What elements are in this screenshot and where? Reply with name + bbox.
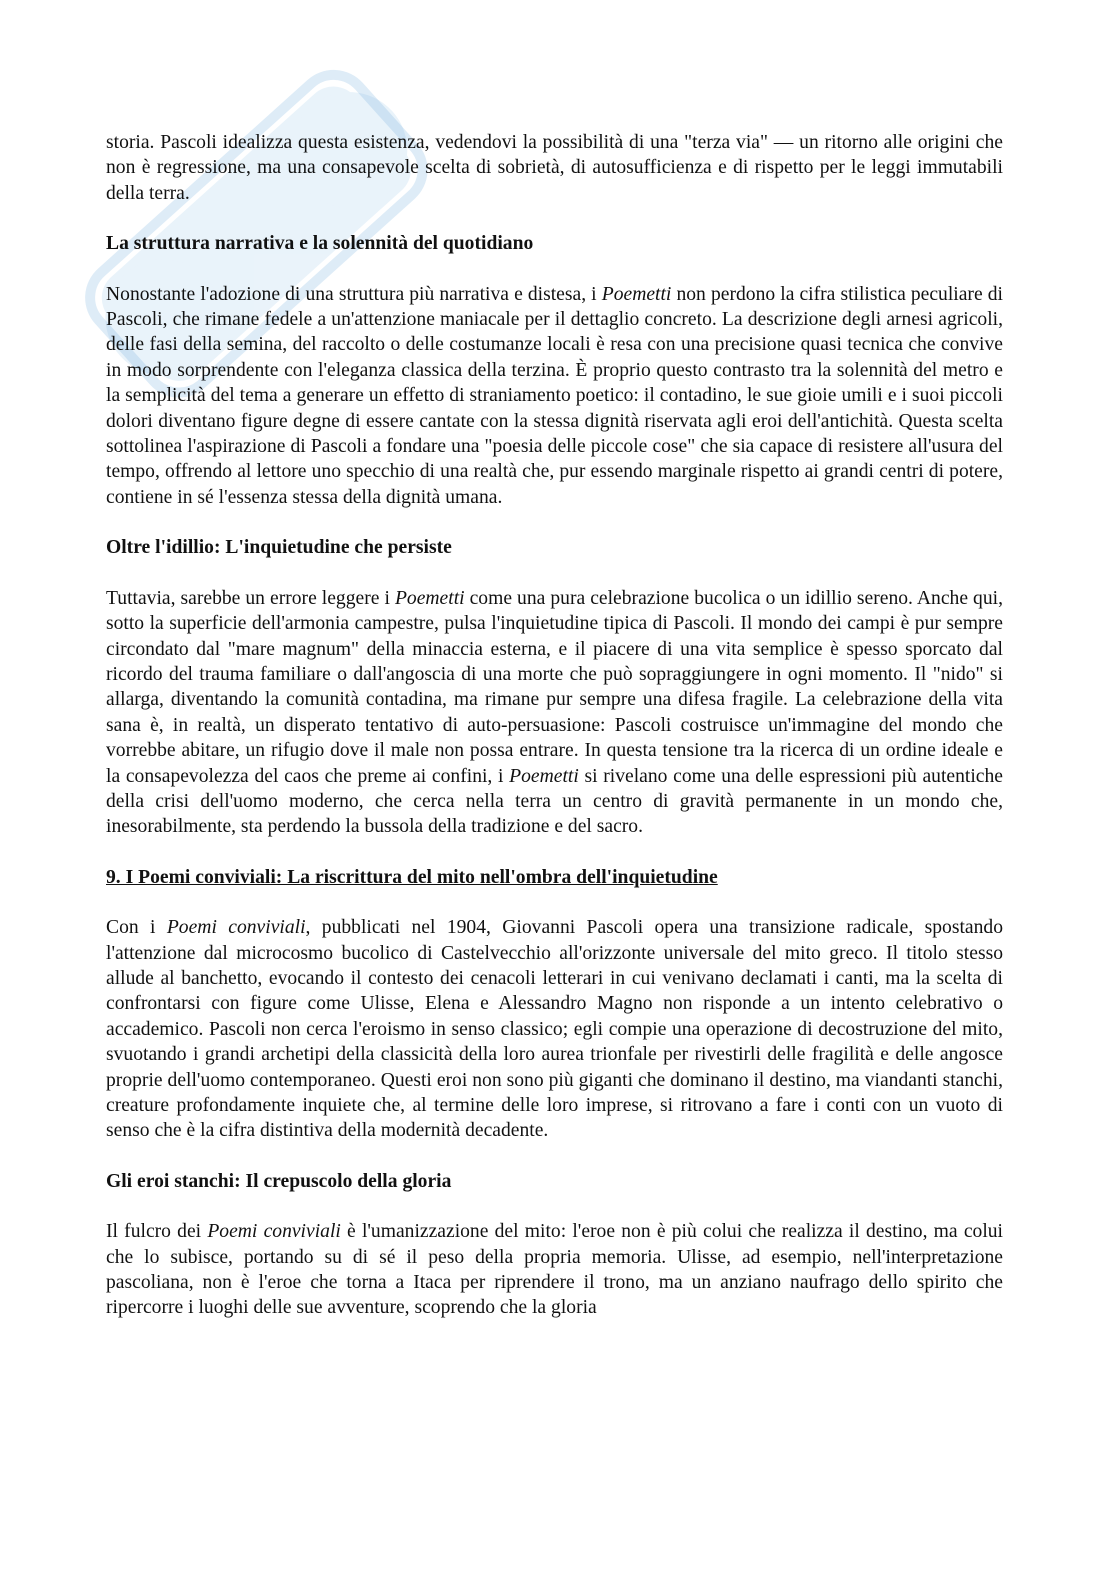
body-paragraph	[106, 130, 1003, 206]
paragraph-text: , pubblicati nel 1904, Giovanni Pascoli opera una transizione radicale, spostando l'attenzione dal microcosmo bucolico di Castelvecchio all'orizzonte universale del mito greco. Il titolo stesso allude al banchetto, evocando il contesto dei cenacoli letterari in cui venivano declamati i canti, ma la scelta di confrontarsi con figure come Ulisse, Elena e Alessandro Magno non risponde a un intento celebrativo o accademico. Pascoli non cerca l'eroismo in senso classico; egli compie una operazione di decostruzione del mito, svuotando i grandi archetipi della classicità della loro aurea trionfale per rivestirli delle fragilità e delle angosce proprie dell'uomo contemporaneo. Questi eroi non sono più giganti che dominano il destino, ma viandanti stanchi, creature profondamente inquiete che, al termine delle loro imprese, si ritrovano a fare i conti con un vuoto di senso che è la cifra distintiva della modernità decadente.	[106, 917, 1003, 1142]
body-paragraph	[106, 282, 1003, 511]
body-paragraph	[106, 1219, 1003, 1321]
paragraph-text: storia. Pascoli idealizza questa esistenza, vedendovi la possibilità di una "terza via" — un ritorno alle origini che non è regressione, ma una consapevole scelta di sobrietà, di autosufficienza e di rispetto per le leggi immutabili della terra.	[106, 132, 1003, 204]
italic-title: Poemetti	[601, 283, 672, 305]
paragraph-text: Tuttavia, sarebbe un errore leggere i	[106, 587, 395, 609]
paragraph-text: si rivelano come una delle espressioni più autentiche della crisi dell'uomo moderno, che cerca nella terra un centro di gravità permanente in un mondo che, inesorabilmente, sta perdendo la bussola della tradizione e del sacro.	[106, 765, 1003, 838]
section-heading: Oltre l'idillio: L'inquietudine che persiste	[106, 537, 452, 559]
italic-title: Poemetti	[509, 765, 579, 787]
italic-title: Poemi conviviali	[207, 1221, 341, 1243]
paragraph-text: come una pura celebrazione bucolica o un idillio sereno. Anche qui, sotto la superficie dell'armonia campestre, pulsa l'inquietudine tipica di Pascoli. Il mondo dei campi è pur sempre circondato dal "mare magnum" della minaccia esterna, e il piacere di una vita semplice è spesso sporcato dal ricordo del trauma familiare o dall'angoscia di una morte che può sopraggiungere in ogni momento. Il "nido" si allarga, diventando la comunità contadina, ma rimane pur sempre una difesa fragile. La celebrazione della vita sana è, in realtà, un disperato tentativo di auto-persuasione: Pascoli costruisce un'immagine del mondo che vorrebbe abitare, un rifugio dove il male non possa entrare. In questa tensione tra la ricerca di un ordine ideale e la consapevolezza del caos che preme ai confini, i	[106, 587, 1003, 787]
paragraph-text: Nonostante l'adozione di una struttura più narrativa e distesa, i	[106, 283, 602, 305]
body-paragraph	[106, 915, 1003, 1144]
italic-title: Poemi conviviali	[166, 917, 306, 939]
body-paragraph	[106, 586, 1003, 840]
paragraph-text: non perdono la cifra stilistica peculiare di Pascoli, che rimane fedele a un'attenzione maniacale per il dettaglio concreto. La descrizione degli arnesi agricoli, delle fasi della semina, del raccolto o delle costumanze locali è resa con una precisione quasi tecnica che convive in modo sorprendente con l'eleganza classica della terzina. È proprio questo contrasto tra la solennità del metro e la semplicità del tema a generare un effetto di straniamento poetico: il contadino, le sue gioie umili e i suoi piccoli dolori diventano figure degne di essere cantate con la stessa dignità riservata agli eroi dell'antichità. Questa scelta sottolinea l'aspirazione di Pascoli a fondare una "poesia delle piccole cose" che sia capace di resistere all'usura del tempo, offrendo al lettore uno specchio di una realtà che, pur essendo marginale rispetto ai grandi centri di potere, contiene in sé l'essenza stessa della dignità umana.	[106, 283, 1003, 508]
paragraph-text: Il fulcro dei	[106, 1221, 208, 1243]
document-page	[106, 130, 1003, 1321]
section-heading: La struttura narrativa e la solennità del quotidiano	[106, 233, 534, 255]
section-heading: Gli eroi stanchi: Il crepuscolo della gloria	[106, 1170, 452, 1192]
paragraph-text: è l'umanizzazione del mito: l'eroe non è più colui che realizza il destino, ma colui che lo subisce, portando su di sé il peso della propria memoria. Ulisse, ad esempio, nell'interpretazione pascoliana, non è l'eroe che torna a Itaca per riprendere il trono, ma un anziano naufrago dello spirito che ripercorre i luoghi delle sue avventure, scoprendo che la gloria	[106, 1221, 1003, 1319]
section-heading: 9. I Poemi conviviali: La riscrittura del mito nell'ombra dell'inquietudine	[106, 866, 718, 888]
italic-title: Poemetti	[394, 587, 465, 609]
paragraph-text: Con i	[106, 917, 167, 939]
